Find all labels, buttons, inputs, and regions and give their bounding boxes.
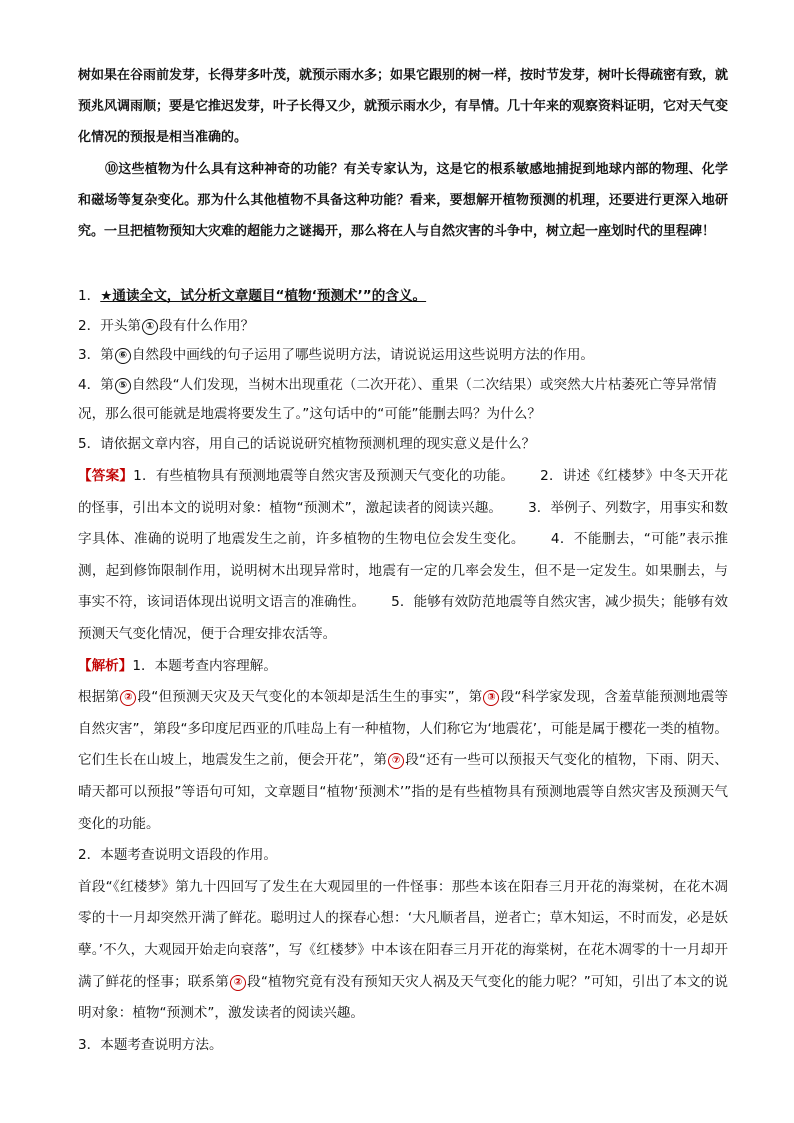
question-text: 2．开头第: [78, 317, 142, 334]
circled-number: ②: [230, 975, 246, 991]
question-2: [78, 312, 728, 342]
paragraph-text: 这些植物为什么具有这种神奇的功能？有关专家认为，这是它的根系敏感地捕捉到地球内部的物理、化学和磁场等复杂变化。那为什么其他植物不具备这种功能？看来，要想解开植物预测的机理，还要进行更深入地研究。一旦把植物预知大灾难的超能力之谜揭开，那么将在人与自然灾害的斗争中，树立起一座划时代的里程碑！: [78, 162, 728, 239]
question-text: 自然段中画线的句子运用了哪些说明方法，请说说运用这些说明方法的作用。: [131, 347, 595, 363]
question-1: [78, 282, 728, 312]
answer-5: 5．能够有效防范地震等自然灾害，减少损失；能够有效预测天气变化情况，便于合理安排农活等。: [78, 594, 729, 642]
analysis-item-2-title: 2．本题考查说明文语段的作用。: [78, 847, 277, 864]
analysis-text: 段“但预测天灾及天气变化的本领却是活生生的事实”，第: [137, 689, 483, 706]
question-text-underlined: ★通读全文，试分析文章题目“植物‘预测术’”的含义。: [100, 288, 427, 304]
analysis-text: 根据第: [78, 689, 120, 706]
question-text: 3．第: [78, 347, 114, 363]
circled-number: ⑤: [115, 378, 131, 394]
circled-number: ⑦: [388, 753, 404, 769]
answer-label: 【答案】: [78, 468, 134, 484]
analysis-item-3-title: 3．本题考查说明方法。: [78, 1036, 223, 1053]
document-page: [78, 60, 728, 1061]
answer-1: 1．有些植物具有预测地震等自然灾害及预测天气变化的功能。: [133, 468, 515, 484]
circled-number: ⑥: [115, 348, 131, 364]
analysis-item-2: [78, 872, 728, 1030]
circled-number: ①: [142, 319, 158, 335]
analysis-header: [78, 651, 728, 683]
question-text: 4．第: [78, 376, 114, 393]
circled-number: ②: [120, 690, 136, 706]
passage-paragraph-10: [78, 154, 728, 279]
analysis-item-1: [78, 682, 728, 840]
question-text: 自然段“人们发现，当树木出现重花（二次开花）、重果（二次结果）或突然大片枯萎死亡等异常情况，那么很可能就是地震将要发生了。”这句话中的“可能”能删去吗？为什么？: [78, 376, 717, 422]
question-3: [78, 341, 728, 371]
analysis-text: 首段“《红楼梦》第九十四回写了发生在大观园里的一件怪事：那些本该在阳春三月开花的海棠树，在花木凋零的十一月却突然开满了鲜花。聪明过人的探春心想：‘大凡顺者昌，逆者亡；草木知运，不时而发，必是妖孽。’不久，大观园开始走向衰落”，写《红楼梦》中本该在阳春三月开花的海棠树，在花木凋零的十一月却开满了鲜花的怪事；联系第: [78, 878, 728, 990]
answer-2: 2．讲述《红楼梦》中冬天开花的怪事，引出本文的说明对象：植物“预测术”，激起读者的阅读兴趣。: [78, 468, 728, 516]
answer-3: 3．举例子、列数字，用事实和数字具体、准确的说明了地震发生之前，许多植物的生物电位会发生变化。: [78, 499, 728, 548]
analysis-label: 【解析】: [78, 657, 133, 674]
paragraph-number-10: ⑩: [105, 162, 119, 177]
answer-4: 4．不能删去，“可能”表示推测，起到修饰限制作用，说明树木出现异常时，地震有一定的几率会发生，但不是一定发生。如果删去，与事实不符，该词语体现出说明文语言的准确性。: [78, 531, 729, 611]
analysis-text: 段“科学家发现，含羞草能预测地震等自然灾害”，第段“多印度尼西亚的爪哇岛上有一种植物，人们称它为‘地震花’，可能是属于樱花一类的植物。它们生长在山坡上，地震发生之前，便会开花”，第: [78, 689, 729, 769]
analysis-text: 段“植物究竟有没有预知天灾人祸及天气变化的能力呢？”可知，引出了本文的说明对象：植物“预测术”，激发读者的阅读兴趣。: [78, 973, 728, 1022]
analysis-item-1-title: 1．本题考查内容理解。: [132, 657, 277, 674]
question-number: 1．: [78, 288, 101, 304]
circled-number: ③: [483, 690, 499, 706]
question-4: [78, 371, 728, 430]
analysis-text: 段“还有一些可以预报天气变化的植物，下雨、阴天、晴天都可以预报”等语句可知，文章题目“植物‘预测术’”指的是有些植物具有预测地震等自然灾害及预测天气变化的功能。: [78, 752, 728, 832]
passage-paragraph-9: 树如果在谷雨前发芽，长得芽多叶茂，就预示雨水多；如果它跟别的树一样，按时节发芽，树叶长得疏密有致，就预兆风调雨顺；要是它推迟发芽，叶子长得又少，就预示雨水少，有旱情。几十年来的观察资料证明，它对天气变化情况的预报是相当准确的。: [78, 68, 729, 145]
answer-block: [78, 461, 728, 651]
question-text: 段有什么作用？: [159, 317, 255, 334]
question-5: 5．请依据文章内容，用自己的话说说研究植物预测机理的现实意义是什么？: [78, 435, 536, 452]
